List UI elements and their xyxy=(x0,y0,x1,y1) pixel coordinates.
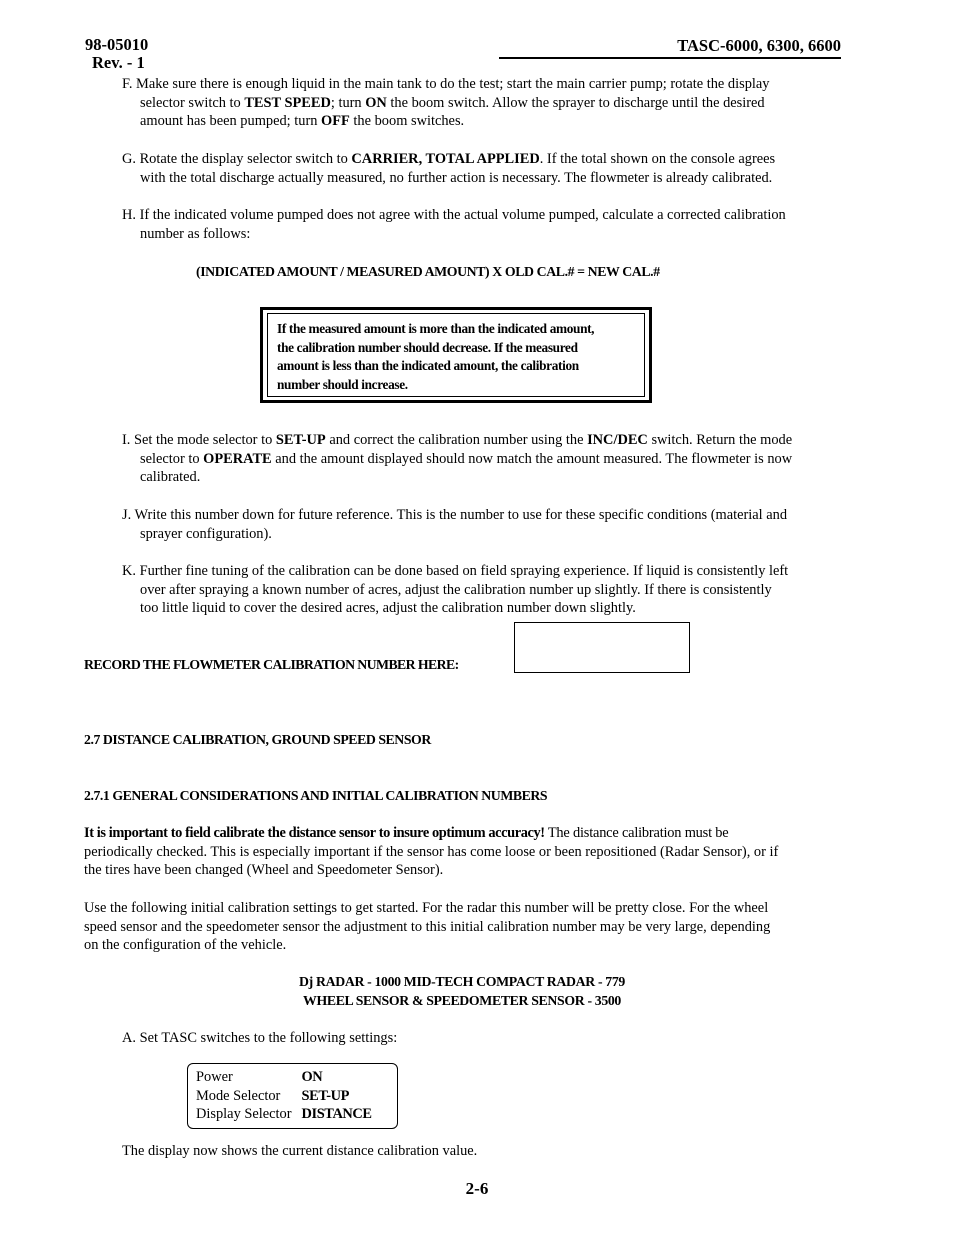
switch-settings-box xyxy=(187,1063,398,1129)
step-j: J. Write this number down for future reference. This is the number to use for these specific conditions (material and sprayer configuration). xyxy=(122,507,788,542)
table-row xyxy=(196,1105,372,1124)
step-g: G. Rotate the display selector switch to CARRIER, TOTAL APPLIED. If the total shown on the console agrees with the total discharge actually measured, no further action is necessary. The flowmeter is already calibrated. xyxy=(122,151,776,186)
setting-label: Mode Selector xyxy=(196,1087,281,1104)
document-number: 98-05010 xyxy=(85,35,149,54)
calibration-formula: (INDICATED AMOUNT / MEASURED AMOUNT) X OLD CAL.# = NEW CAL.# xyxy=(196,264,660,279)
step-k: K. Further fine tuning of the calibration can be done based on field spraying experience. If liquid is consistently left over after spraying a known number of acres, adjust the calibration number up slightly. If there is consistently too little liquid to cover the desired acres, adjust the calibration number down slightly. xyxy=(122,563,789,616)
revision-label: Rev. - 1 xyxy=(92,53,145,72)
note-line: If the measured amount is more than the indicated amount, xyxy=(277,321,595,336)
setting-label: Display Selector xyxy=(196,1106,292,1122)
header-rule xyxy=(499,57,841,59)
step-f: F. Make sure there is enough liquid in the main tank to do the test; start the main carrier pump; rotate the display selector switch to TEST SPEED; turn ON the boom switch. Allow the sprayer to discharge until the desired amount has been pumped; turn OFF the boom switches. xyxy=(122,76,770,129)
setting-value: SET-UP xyxy=(301,1087,349,1104)
setting-value: ON xyxy=(301,1069,323,1085)
table-row xyxy=(196,1087,372,1106)
paragraph-importance: It is important to field calibrate the distance sensor to insure optimum accuracy! The distance calibration must be periodically checked. This is especially important if the sensor has come loose or been repositioned (Radar Sensor), or if the tires have been changed (Wheel and Speedometer Sensor). xyxy=(84,825,779,878)
paragraph-initial-settings: Use the following initial calibration settings to get started. For the radar this number will be pretty close. For the wheel speed sensor and the speedometer sensor the adjustment to this initial calibration number may be very large, depending on the configuration of the vehicle. xyxy=(84,900,771,953)
setting-label: Power xyxy=(196,1069,233,1085)
switch-settings-table xyxy=(196,1068,372,1124)
step-h: H. If the indicated volume pumped does not agree with the actual volume pumped, calculate a corrected calibration number as follows: xyxy=(122,207,786,242)
radar-calibration-values: Dj RADAR - 1000 MID-TECH COMPACT RADAR - 779 xyxy=(299,974,625,989)
step-i: I. Set the mode selector to SET-UP and correct the calibration number using the INC/DEC switch. Return the mode selector to OPERATE and the amount displayed should now match the amount measured. The flowmeter is now calibrated. xyxy=(122,432,793,485)
note-line: number should increase. xyxy=(277,376,408,392)
section-heading-2-7-1: 2.7.1 GENERAL CONSIDERATIONS AND INITIAL CALIBRATION NUMBERS xyxy=(84,788,548,803)
record-calibration-box[interactable] xyxy=(514,622,690,673)
table-row xyxy=(196,1068,372,1087)
section-heading-2-7: 2.7 DISTANCE CALIBRATION, GROUND SPEED SENSOR xyxy=(84,732,431,747)
wheel-calibration-values: WHEEL SENSOR & SPEEDOMETER SENSOR - 3500 xyxy=(303,993,621,1008)
setting-value: DISTANCE xyxy=(301,1106,372,1122)
model-title: TASC-6000, 6300, 6600 xyxy=(677,36,841,55)
calibration-note-box xyxy=(260,307,652,403)
step-a: A. Set TASC switches to the following settings: xyxy=(122,1030,398,1046)
note-line: amount is less than the indicated amount, the calibration xyxy=(277,358,579,373)
record-calibration-label: RECORD THE FLOWMETER CALIBRATION NUMBER HERE: xyxy=(84,657,459,672)
note-line: the calibration number should decrease. If the measured xyxy=(277,339,578,355)
display-note: The display now shows the current distance calibration value. xyxy=(122,1143,478,1159)
page-number: 2-6 xyxy=(465,1179,489,1198)
